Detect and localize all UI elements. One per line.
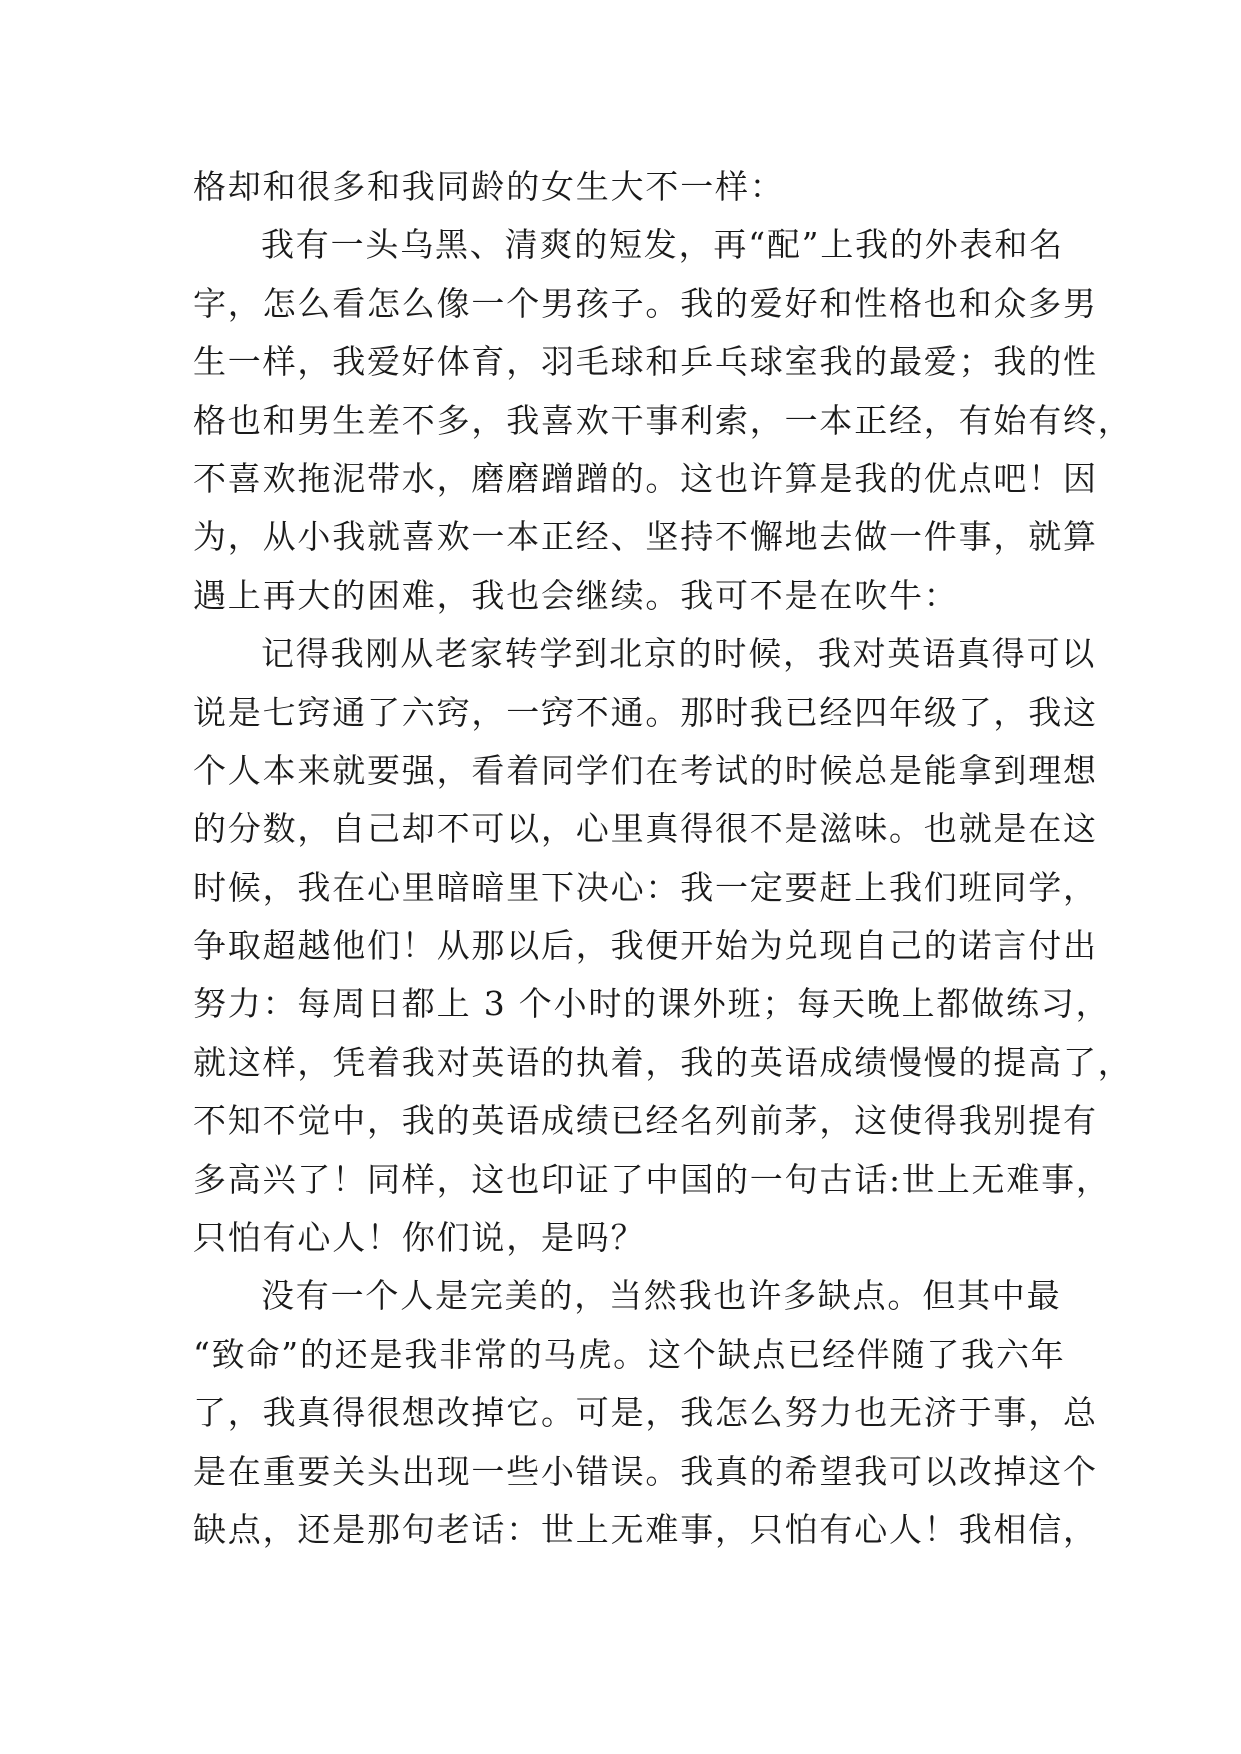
text-line: 我有一头乌黑、清爽的短发，再“配”上我的外表和名	[261, 225, 1064, 265]
text-line: 时候，我在心里暗暗里下决心：我一定要赶上我们班同学，	[193, 867, 1098, 907]
text-line: 字，怎么看怎么像一个男孩子。我的爱好和性格也和众多男	[193, 283, 1098, 323]
text-line: 遇上再大的困难，我也会继续。我可不是在吹牛：	[193, 575, 959, 615]
text-line: 格却和很多和我同龄的女生大不一样：	[193, 167, 785, 206]
text-line: 了，我真得很想改掉它。可是，我怎么努力也无济于事，总	[193, 1393, 1098, 1433]
text-line: 说是七窍通了六窍，一窍不通。那时我已经四年级了，我这	[193, 692, 1098, 732]
text-line: 努力：每周日都上 3 个小时的课外班；每天晚上都做练习，	[193, 984, 1111, 1024]
text-line: 没有一个人是完美的，当然我也许多缺点。但其中最	[261, 1276, 1062, 1316]
text-line: 记得我刚从老家转学到北京的时候，我对英语真得可以	[261, 634, 1097, 674]
text-line: 只怕有心人！你们说，是吗？	[193, 1218, 646, 1258]
text-line: 就这样，凭着我对英语的执着，我的英语成绩慢慢的提高了，	[193, 1042, 1133, 1082]
text-line: 争取超越他们！从那以后，我便开始为兑现自己的诺言付出	[193, 926, 1098, 966]
text-line: 为，从小我就喜欢一本正经、坚持不懈地去做一件事，就算	[193, 517, 1098, 557]
body-text	[193, 158, 1133, 1559]
text-line: 不知不觉中，我的英语成绩已经名列前茅，这使得我别提有	[193, 1101, 1098, 1141]
text-line: 的分数，自己却不可以，心里真得很不是滋味。也就是在这	[193, 809, 1098, 849]
text-line: 缺点，还是那句老话：世上无难事，只怕有心人！我相信，	[193, 1509, 1098, 1549]
text-line: 多高兴了！同样，这也印证了中国的一句古话:世上无难事，	[193, 1159, 1111, 1199]
text-line: 生一样，我爱好体育，羽毛球和乒乓球室我的最爱；我的性	[193, 342, 1098, 382]
text-line: 个人本来就要强，看着同学们在考试的时候总是能拿到理想	[193, 750, 1098, 790]
text-line: “致命”的还是我非常的马虎。这个缺点已经伴随了我六年	[193, 1334, 1066, 1374]
text-line: 不喜欢拖泥带水，磨磨蹭蹭的。这也许算是我的优点吧！因	[193, 458, 1098, 498]
text-line: 是在重要关头出现一些小错误。我真的希望我可以改掉这个	[193, 1451, 1098, 1491]
text-line: 格也和男生差不多，我喜欢干事利索，一本正经，有始有终，	[193, 400, 1133, 440]
